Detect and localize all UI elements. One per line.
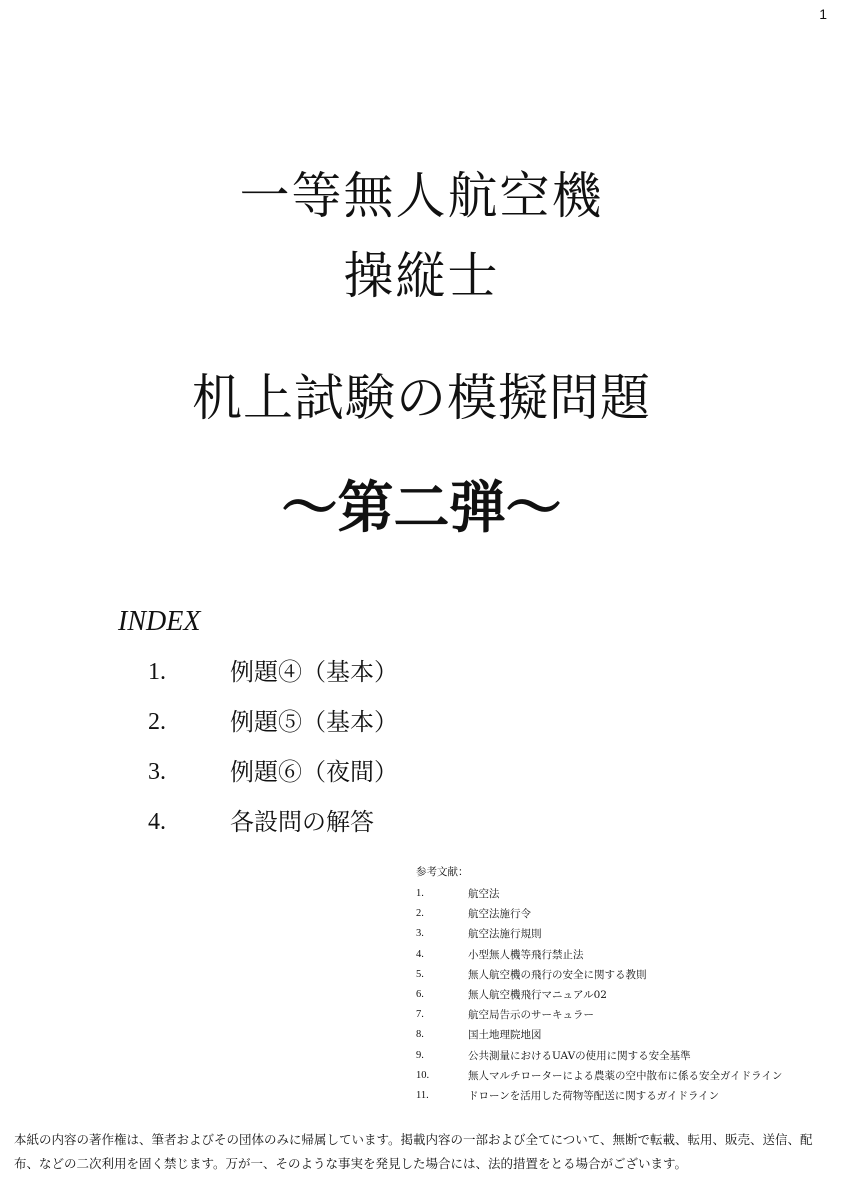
reference-text: 国土地理院地図 [468, 1029, 542, 1042]
reference-item [416, 926, 836, 946]
index-heading: INDEX [118, 606, 201, 637]
reference-text: 無人マルチローターによる農薬の空中散布に係る安全ガイドライン [468, 1069, 783, 1082]
index-item [148, 702, 548, 752]
reference-text: 無人航空機飛行マニュアル02 [468, 988, 607, 1001]
reference-item [416, 987, 836, 1007]
reference-text: ドローンを活用した荷物等配送に関するガイドライン [468, 1089, 720, 1102]
reference-number: 10. [416, 1069, 430, 1081]
references-section [416, 864, 836, 1108]
index-item-text: 例題④（基本） [230, 658, 398, 686]
reference-item [416, 1068, 836, 1088]
page-number: 1 [819, 6, 827, 22]
reference-text: 航空法施行令 [468, 908, 531, 921]
reference-item [416, 1007, 836, 1027]
reference-number: 8. [416, 1029, 424, 1041]
reference-item [416, 967, 836, 987]
reference-number: 3. [416, 928, 424, 940]
index-item-number: 2. [148, 709, 166, 735]
copyright-notice: 本紙の内容の著作権は、筆者およびその団体のみに帰属しています。掲載内容の一部および全てについて、無断で転載、転用、販売、送信、配布、などの二次利用を固く禁じます。万が一、そのような事実を発見した場合には、法的措置をとる場合がございます。 [14, 1132, 813, 1171]
reference-item [416, 1027, 836, 1047]
title-line-2: 操縦士 [343, 247, 500, 305]
reference-item [416, 886, 836, 906]
index-item [148, 652, 548, 702]
reference-text: 小型無人機等飛行禁止法 [468, 948, 584, 961]
index-item-number: 4. [148, 809, 166, 835]
reference-number: 7. [416, 1009, 424, 1021]
reference-number: 2. [416, 908, 424, 920]
reference-text: 航空法施行規則 [468, 928, 542, 941]
reference-number: 1. [416, 888, 424, 899]
index-list [148, 652, 548, 852]
reference-text: 航空法 [468, 888, 500, 900]
reference-number: 5. [416, 968, 424, 980]
reference-number: 6. [416, 988, 424, 1000]
reference-item [416, 906, 836, 926]
title-line-3: 机上試験の模擬問題 [192, 369, 651, 427]
index-item-number: 1. [148, 659, 166, 685]
reference-text: 公共測量におけるUAVの使用に関する安全基準 [468, 1049, 691, 1062]
index-item-text: 例題⑤（基本） [230, 708, 398, 736]
title-line-1: 一等無人航空機 [239, 167, 604, 225]
reference-text: 無人航空機の飛行の安全に関する教則 [468, 968, 647, 981]
reference-text: 航空局告示のサーキュラー [468, 1009, 594, 1022]
reference-number: 9. [416, 1049, 424, 1061]
references-title: 参考文献： [416, 866, 469, 878]
index-item-text: 各設問の解答 [230, 808, 374, 836]
index-item [148, 752, 548, 802]
index-item-text: 例題⑥（夜間） [230, 758, 398, 786]
reference-item [416, 1048, 836, 1068]
reference-number: 11. [416, 1089, 429, 1101]
references-list [416, 886, 836, 1108]
reference-number: 4. [416, 948, 424, 960]
title-line-4: ～第二弾～ [281, 476, 562, 541]
reference-item [416, 947, 836, 967]
index-item [148, 802, 548, 852]
index-item-number: 3. [148, 759, 166, 785]
reference-item [416, 1088, 836, 1108]
